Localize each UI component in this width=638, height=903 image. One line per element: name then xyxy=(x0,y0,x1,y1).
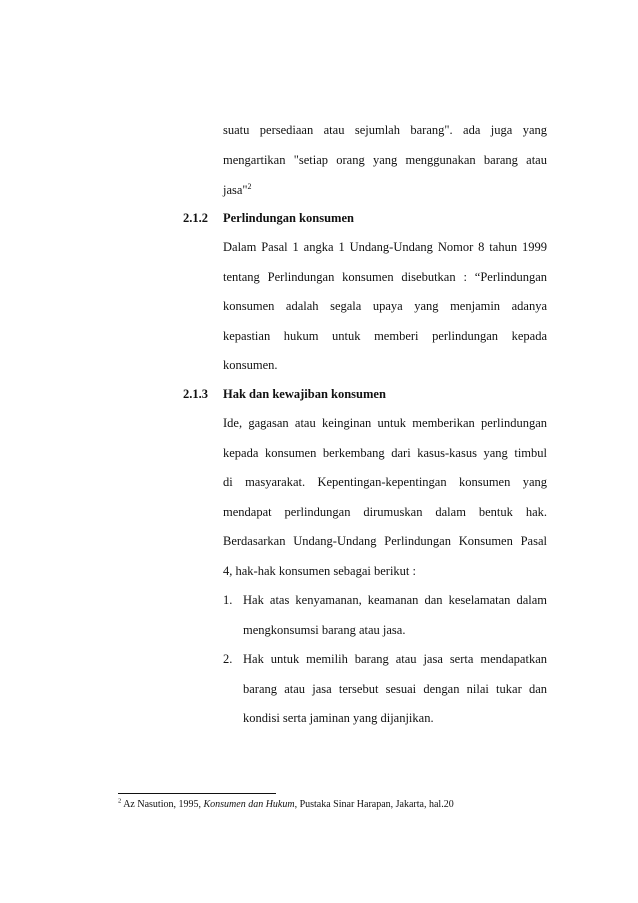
footnote xyxy=(118,798,454,811)
footnote-marker: 2 xyxy=(118,797,122,805)
section-title: Perlindungan konsumen xyxy=(223,211,354,225)
body-text-line: Dalam Pasal 1 angka 1 Undang-Undang Nomor 8 tahun 1999 xyxy=(223,240,547,254)
body-text-line: Ide, gagasan atau keinginan untuk memberikan perlindungan xyxy=(223,416,547,430)
section-number: 2.1.2 xyxy=(183,211,208,225)
body-text-line: Berdasarkan Undang-Undang Perlindungan Konsumen Pasal xyxy=(223,534,547,548)
body-text-fragment: jasa" xyxy=(223,183,248,197)
list-item-text: kondisi serta jaminan yang dijanjikan. xyxy=(243,711,434,725)
list-item-text: barang atau jasa tersebut sesuai dengan nilai tukar dan xyxy=(243,682,547,696)
body-text-line: di masyarakat. Kepentingan-kepentingan konsumen yang xyxy=(223,475,547,489)
footnote-author: Az Nasution, 1995, xyxy=(121,799,204,810)
body-text-line: mengartikan "setiap orang yang menggunakan barang atau xyxy=(223,153,547,167)
body-text-line: konsumen. xyxy=(223,358,278,372)
body-text-line: kepada konsumen berkembang dari kasus-kasus yang timbul xyxy=(223,446,547,460)
body-text-line: 4, hak-hak konsumen sebagai berikut : xyxy=(223,564,417,578)
list-item-number: 2. xyxy=(223,652,233,666)
body-text-line: kepastian hukum untuk memberi perlindungan kepada xyxy=(223,329,547,343)
list-item-text: mengkonsumsi barang atau jasa. xyxy=(243,623,406,637)
section-title: Hak dan kewajiban konsumen xyxy=(223,387,386,401)
section-number: 2.1.3 xyxy=(183,387,208,401)
body-text-line: tentang Perlindungan konsumen disebutkan : “Perlindungan xyxy=(223,270,547,284)
footnote-divider xyxy=(118,793,276,794)
body-text-line: mendapat perlindungan dirumuskan dalam bentuk hak. xyxy=(223,505,547,519)
list-item-text: Hak untuk memilih barang atau jasa serta mendapatkan xyxy=(243,652,547,666)
footnote-publication: , Pustaka Sinar Harapan, Jakarta, hal.20 xyxy=(294,799,454,810)
footnote-book-title: Konsumen dan Hukum xyxy=(203,799,295,810)
footnote-reference[interactable]: 2 xyxy=(247,181,252,191)
body-text-line: konsumen adalah segala upaya yang menjamin adanya xyxy=(223,299,547,313)
list-item-text: Hak atas kenyamanan, keamanan dan keselamatan dalam xyxy=(243,593,547,607)
body-text-line: suatu persediaan atau sejumlah barang". ada juga yang xyxy=(223,123,547,137)
body-text-line xyxy=(223,182,547,198)
list-item-number: 1. xyxy=(223,593,233,607)
